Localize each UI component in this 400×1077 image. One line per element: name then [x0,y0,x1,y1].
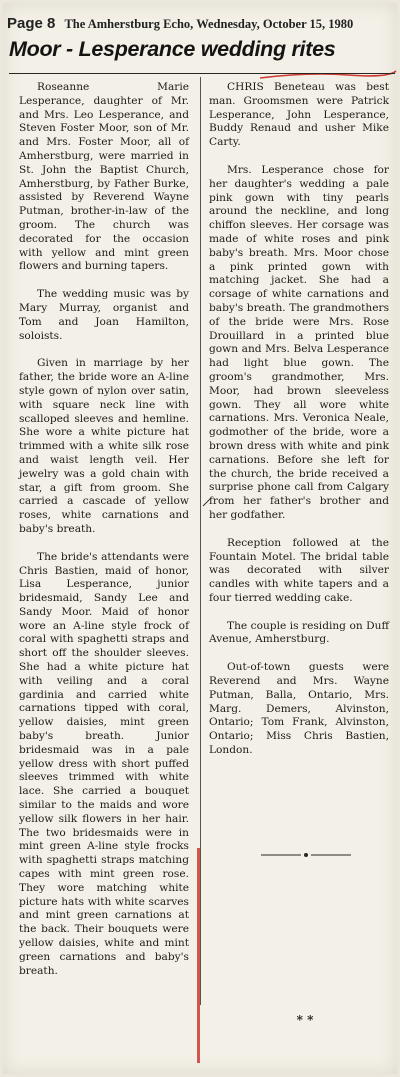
paragraph: The couple is residing on Duff Avenue, Amherstburg. [209,619,389,646]
article-headline: Moor - Lesperance wedding rites [9,37,336,61]
paragraph: Reception followed at the Fountain Motel. The bridal table was decorated with silver candles with white tapers and a four tierred wedding cake. [209,536,389,604]
pen-tick-mark [202,497,212,507]
paragraph: Mrs. Lesperance chose for her daughter's wedding a pale pink gown with tiny pearls around the neckline, and long chiffon sleeves. Her corsage was made of white roses and pink baby's breath. Mrs. Moor chose a pink printed gown with matching jacket. She had a corsage of white carnations and baby's breath. The grandmothers of the bride were Mrs. Rose Drouillard in a printed blue gown and Mrs. Belva Lesperance had light blue gown. The groom's grandmother, Mrs. Moor, had brown sleeveless gown. They all wore white carnations. Mrs. Veronica Neale, godmother of the bride, wore a brown dress with white and pink carnations. Before she left for the church, the bride received a surprise phone call from Calgary from her father's brother and her godfather. [209,163,389,521]
paragraph: The wedding music was by Mary Murray, organist and Tom and Joan Hamilton, soloists. [19,288,189,342]
page-number: Page 8 [7,15,56,32]
right-column [209,81,389,772]
article-end-rule [261,851,351,859]
paragraph: CHRIS Beneteau was best man. Groomsmen were Patrick Lesperance, John Lesperance, Buddy Renaud and usher Mike Carty. [209,81,389,149]
masthead-line: The Amherstburg Echo, Wednesday, October 15, 1980 [64,17,354,31]
end-marker: * * [296,1013,314,1027]
page-header [7,13,397,35]
left-column [19,81,189,992]
paragraph: The bride's attendants were Chris Bastien, maid of honor, Lisa Lesperance, junior bridesmaid, Sandy Lee and Sandy Moor. Maid of honor wore an A-line style frock of coral with spaghetti straps and short off the shoulder sleeves. She had a white picture hat with veiling and a coral gardinia and carried white carnations tipped with coral, yellow daisies, mint green baby's breath. Junior bridesmaid was in a pale yellow dress with short puffed sleeves trimmed with white lace. She carried a bouquet similar to the maids and wore yellow silk flowers in her hair. The two bridesmaids were in mint green A-line style frocks with spaghetti straps matching capes with mint green rose. They wore matching white picture hats with white scarves and mint green carnations at the back. Their bouquets were yellow daisies, white and mint green carnations and baby's breath. [19,550,189,977]
paragraph: Given in marriage by her father, the bride wore an A-line style gown of nylon over satin, with square neck line with scalloped sleeves and hemline. She wore a white picture hat trimmed with a white silk rose and waist length veil. Her jewelry was a gold chain with star, a gift from groom. She carried a cascade of yellow roses, white carnations and baby's breath. [19,357,189,535]
paragraph: Roseanne Marie Lesperance, daughter of Mr. and Mrs. Leo Lesperance, and Steven Foster Moor, son of Mr. and Mrs. Foster Moor, all of Amherstburg, were married in St. John the Baptist Church, Amherstburg, by Father Burke, assisted by Reverend Wayne Putman, brother-in-law of the groom. The church was decorated for the occasion with yellow and mint green flowers and burning tapers. [19,81,189,273]
red-pen-underline [258,69,397,81]
column-divider [200,77,201,1005]
red-pen-margin-line [197,848,200,1063]
paragraph: Out-of-town guests were Reverend and Mrs. Wayne Putman, Balla, Ontario, Mrs. Marg. Demers, Alvinston, Ontario; Tom Frank, Alvinston, Ontario; Miss Chris Bastien, London. [209,661,389,757]
headline-rule [9,73,395,74]
newspaper-clipping [3,3,397,1074]
